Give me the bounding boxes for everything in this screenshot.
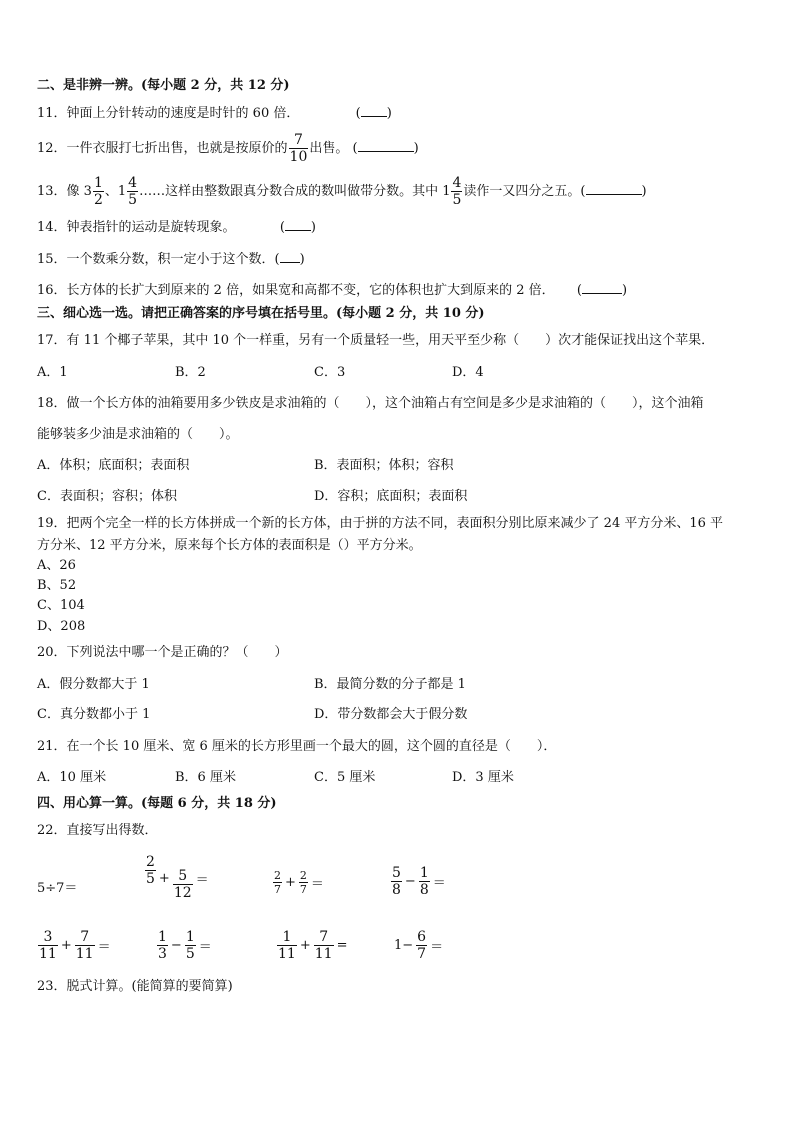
section-3-title: 三、细心选一选。请把正确答案的序号填在括号里。(每小题 2 分，共 10 分) (37, 306, 485, 321)
option-c[interactable]: C．表面积；容积；体积 (37, 489, 177, 504)
calc-expression-7: $\frac{1}{11}$ + $\frac{7}{11}$ = (278, 929, 348, 962)
option-b[interactable]: B、52 (37, 578, 77, 593)
question-23: 23．脱式计算。(能简算的要简算) (37, 979, 233, 994)
option-d[interactable]: D．容积；底面积；表面积 (314, 489, 468, 504)
question-18-line-2: 能够装多少油是求油箱的（ ）。 (37, 427, 239, 442)
question-text: 16．长方体的长扩大到原来的 2 倍，如果宽和高都不变，它的体积也扩大到原来的 2 倍． (37, 283, 555, 298)
question-16 (37, 282, 627, 299)
option-a[interactable]: A．1 (37, 365, 68, 380)
fraction: $\frac{7}{10}$ (289, 132, 308, 165)
question-14 (37, 219, 316, 236)
answer-blank[interactable]: ( ) (279, 220, 316, 235)
option-b[interactable]: B．表面积；体积；容积 (314, 458, 454, 473)
question-text: 、1 (104, 184, 127, 199)
answer-blank[interactable]: ( ) (580, 184, 647, 199)
calc-expression-4: $\frac{5}{8}$ − $\frac{1}{8}$ ＝ (392, 865, 446, 898)
calc-expression-8: 1− $\frac{6}{7}$ ＝ (394, 929, 444, 962)
fraction: $\frac{1}{2}$ (93, 175, 103, 208)
section-4-title: 四、用心算一算。(每题 6 分，共 18 分) (37, 796, 277, 811)
question-12 (37, 133, 419, 164)
answer-blank[interactable]: ( ) (274, 252, 305, 267)
option-b[interactable]: B．最简分数的分子都是 1 (314, 677, 466, 692)
fraction: $\frac{4}{5}$ (128, 175, 138, 208)
option-b[interactable]: B．6 厘米 (175, 770, 236, 785)
question-15 (37, 251, 305, 268)
question-text-end: 出售。 (309, 141, 349, 156)
option-c[interactable]: C、104 (37, 598, 85, 613)
fraction: $\frac{4}{5}$ (452, 175, 462, 208)
question-22: 22．直接写出得数． (37, 823, 158, 838)
option-a[interactable]: A．假分数都大于 1 (37, 677, 150, 692)
calc-expression-6: $\frac{1}{3}$ − $\frac{1}{5}$ ＝ (158, 929, 212, 962)
option-d[interactable]: D．3 厘米 (452, 770, 514, 785)
question-18-line-1: 18．做一个长方体的油箱要用多少铁皮是求油箱的（ ），这个油箱占有空间是多少是求油箱的（ ），这个油箱 (37, 396, 704, 411)
question-19-line-2: 方分米、12 平方分米，原来每个长方体的表面积是（）平方分米。 (37, 538, 422, 553)
question-text-end: 读作一又四分之五。 (463, 184, 581, 199)
option-a[interactable]: A、26 (37, 558, 76, 573)
question-13 (37, 176, 647, 207)
option-c[interactable]: C．3 (314, 365, 346, 380)
section-2-title: 二、是非辨一辨。(每小题 2 分，共 12 分) (37, 78, 290, 93)
option-b[interactable]: B．2 (175, 365, 206, 380)
calc-expression-3: $\frac{2}{7}$ + $\frac{2}{7}$ ＝ (274, 869, 324, 896)
answer-blank[interactable]: ( ) (576, 283, 628, 298)
option-d[interactable]: D．带分数都会大于假分数 (314, 707, 468, 722)
option-a[interactable]: A．体积；底面积；表面积 (37, 458, 190, 473)
question-text: 15．一个数乘分数，积一定小于这个数． (37, 252, 275, 267)
question-11 (37, 105, 392, 122)
calc-expression-5: $\frac{3}{11}$ + $\frac{7}{11}$ ＝ (39, 929, 111, 962)
calc-expression-2: $\frac{2}{5}$ + $\frac{5}{12}$ ＝ (146, 854, 209, 901)
question-text: 11．钟面上分针转动的速度是时针的 60 倍． (37, 106, 300, 121)
question-17: 17．有 11 个椰子苹果，其中 10 个一样重，另有一个质量轻一些，用天平至少称（ ）次才能保证找出这个苹果． (37, 333, 715, 348)
question-20: 20．下列说法中哪一个是正确的？（ ） (37, 645, 288, 660)
question-text: 14．钟表指针的运动是旋转现象。 (37, 220, 236, 235)
question-text: 12．一件衣服打七折出售，也就是按原价的 (37, 141, 288, 156)
option-c[interactable]: C．5 厘米 (314, 770, 376, 785)
question-19-line-1: 19．把两个完全一样的长方体拼成一个新的长方体，由于拼的方法不同，表面积分别比原来减少了 24 平方分米、16 平 (37, 516, 724, 531)
calc-expression-1: 5÷7＝ (37, 881, 78, 896)
question-text: ……这样由整数跟真分数合成的数叫做带分数。其中 1 (139, 184, 451, 199)
question-21: 21．在一个长 10 厘米、宽 6 厘米的长方形里画一个最大的圆，这个圆的直径是（ ）． (37, 739, 557, 754)
answer-blank[interactable]: ( ) (352, 141, 419, 156)
question-text: 13．像 3 (37, 184, 92, 199)
option-a[interactable]: A．10 厘米 (37, 770, 107, 785)
option-c[interactable]: C．真分数都小于 1 (37, 707, 151, 722)
option-d[interactable]: D、208 (37, 619, 86, 634)
option-d[interactable]: D．4 (452, 365, 484, 380)
answer-blank[interactable]: ( ) (355, 106, 392, 121)
